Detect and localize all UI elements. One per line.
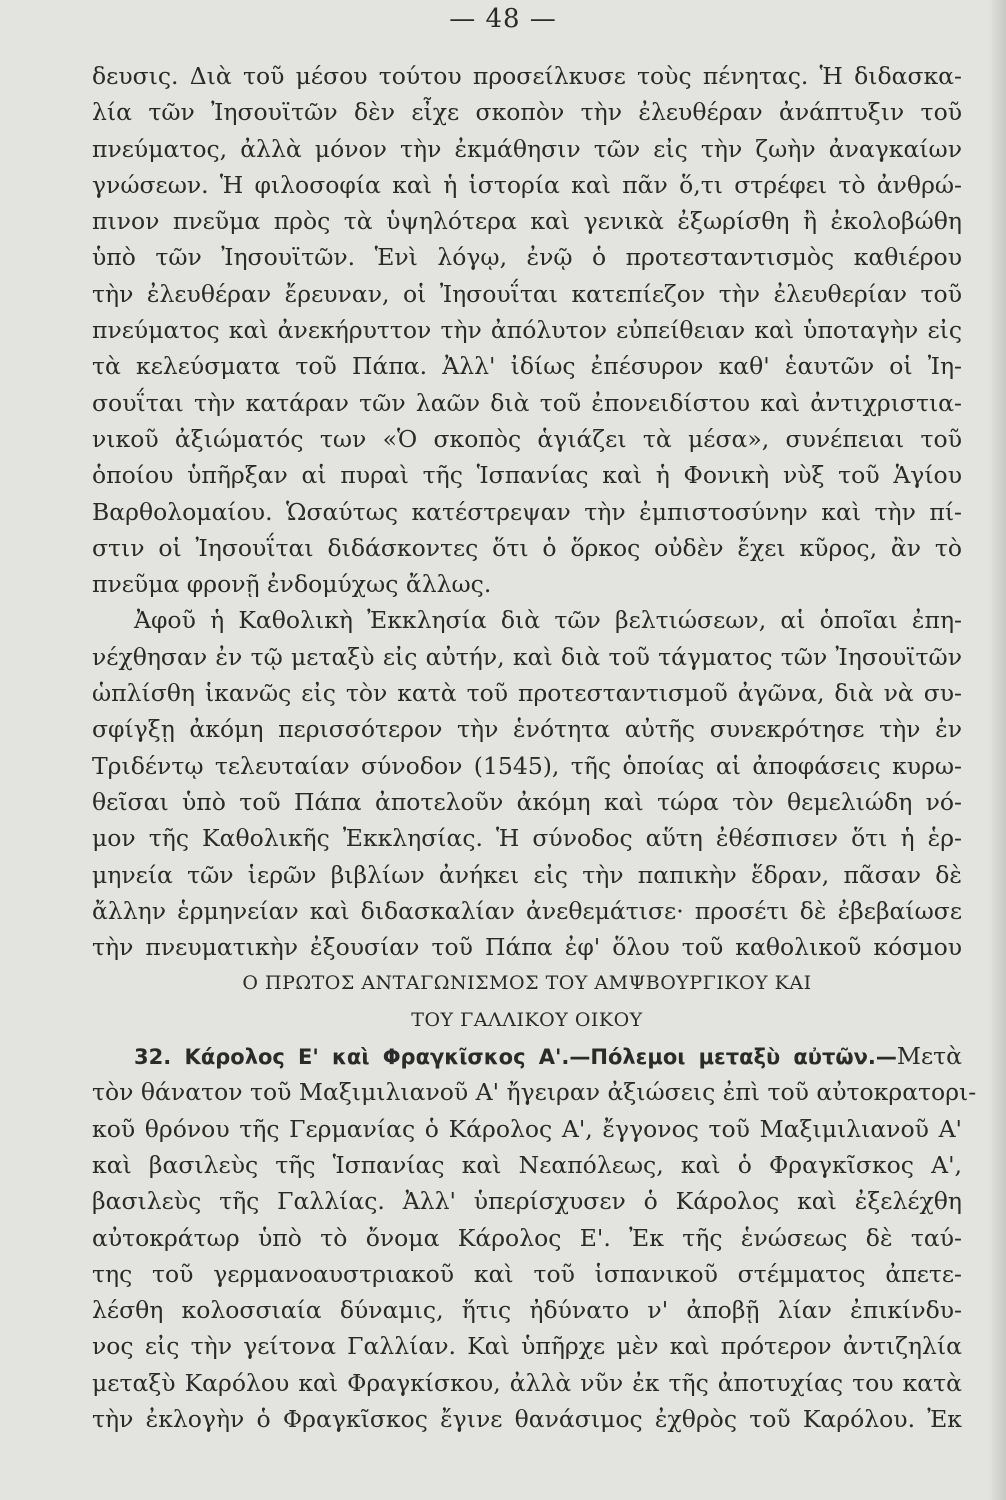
text-line: Βαρθολομαίου. Ὡσαύτως κατέστρεψαν τὴν ἐμπιστοσύνην καὶ τὴν πί- bbox=[92, 497, 962, 526]
text-line: στιν οἱ Ἰησουΐται διδάσκοντες ὅτι ὁ ὅρκος οὐδὲν ἔχει κῦρος, ἂν τὸ bbox=[92, 533, 962, 562]
text-line: τὸν θάνατον τοῦ Μαξιμιλιανοῦ Α' ἤγειραν ἀξιώσεις ἐπὶ τοῦ αὐτοκρατορι- bbox=[92, 1078, 977, 1107]
text-line: θεῖσαι ὑπὸ τοῦ Πάπα ἀποτελοῦν ἀκόμη καὶ τώρα τὸν θεμελιώδη νό- bbox=[92, 787, 962, 816]
section-heading bbox=[92, 965, 962, 1038]
text-line: μηνεία τῶν ἱερῶν βιβλίων ἀνήκει εἰς τὴν παπικὴν ἕδραν, πᾶσαν δὲ bbox=[92, 860, 962, 889]
text-line: τὰ κελεύσματα τοῦ Πάπα. Ἀλλ' ἰδίως ἐπέσυρον καθ' ἑαυτῶν οἱ Ἰη- bbox=[92, 352, 962, 381]
text-line: λία τῶν Ἰησουϊτῶν δὲν εἶχε σκοπὸν τὴν ἐλευθέραν ἀνάπτυξιν τοῦ bbox=[92, 98, 962, 127]
paragraph-jesuits bbox=[92, 58, 962, 602]
text-line: Τριδέντῳ τελευταίαν σύνοδον (1545), τῆς ὁποίας αἱ ἀποφάσεις κυρω- bbox=[92, 751, 962, 780]
text-line: πνεῦμα φρονῇ ἐνδομύχως ἄλλως. bbox=[92, 570, 492, 599]
text-line: τὴν ἐλευθέραν ἔρευναν, οἱ Ἰησουΐται κατεπίεζον τὴν ἐλευθερίαν τοῦ bbox=[92, 279, 962, 308]
text-line: της τοῦ γερμανοαυστριακοῦ καὶ τοῦ ἱσπανικοῦ στέμματος ἀπετε- bbox=[92, 1259, 962, 1288]
text-line: μον τῆς Καθολικῆς Ἐκκλησίας. Ἡ σύνοδος αὕτη ἐθέσπισεν ὅτι ἡ ἑρ- bbox=[92, 824, 962, 853]
section-title: Κάρολος Ε' καὶ Φραγκῖσκος Α'.—Πόλεμοι μεταξὺ αὐτῶν.— bbox=[184, 1045, 897, 1070]
text-line: πνεύματος καὶ ἀνεκήρυττον τὴν ἀπόλυτον εὐπείθειαν καὶ ὑποταγὴν εἰς bbox=[92, 316, 962, 345]
section-number: 32. bbox=[134, 1045, 172, 1070]
heading-line: ΤΟΥ ΓΑΛΛΙΚΟΥ ΟΙΚΟΥ bbox=[411, 1008, 643, 1031]
text-line: καὶ βασιλεὺς τῆς Ἱσπανίας καὶ Νεαπόλεως, καὶ ὁ Φραγκῖσκος Α', bbox=[92, 1150, 962, 1179]
text-line: Ἀφοῦ ἡ Καθολικὴ Ἐκκλησία διὰ τῶν βελτιώσεων, αἱ ὁποῖαι ἐπη- bbox=[134, 606, 962, 635]
text-line: αὐτοκράτωρ ὑπὸ τὸ ὄνομα Κάρολος Ε'. Ἐκ τῆς ἑνώσεως δὲ ταύ- bbox=[92, 1223, 962, 1252]
text-line: ἄλλην ἑρμηνείαν καὶ διδασκαλίαν ἀνεθεμάτισε· προσέτι δὲ ἐβεβαίωσε bbox=[92, 896, 962, 925]
text-line: λέσθη κολοσσιαία δύναμις, ἥτις ἠδύνατο ν' ἀποβῇ λίαν ἐπικίνδυ- bbox=[92, 1296, 962, 1325]
heading-line: Ο ΠΡΩΤΟΣ ΑΝΤΑΓΩΝΙΣΜΟΣ ΤΟΥ ΑΜΨΒΟΥΡΓΙΚΟΥ ΚΑΙ bbox=[242, 972, 812, 995]
text-line: ὁποίου ὑπῆρξαν αἱ πυραὶ τῆς Ἱσπανίας καὶ ἡ Φονικὴ νὺξ τοῦ Ἁγίου bbox=[92, 461, 962, 490]
text-line: μεταξὺ Καρόλου καὶ Φραγκίσκου, ἀλλὰ νῦν ἐκ τῆς ἀποτυχίας του κατὰ bbox=[92, 1368, 962, 1397]
text-line: πνεύματος, ἀλλὰ μόνον τὴν ἐκμάθησιν τῶν εἰς τὴν ζωὴν ἀναγκαίων bbox=[92, 134, 962, 163]
text-line: τὴν ἐκλογὴν ὁ Φραγκῖσκος ἔγινε θανάσιμος ἐχθρὸς τοῦ Καρόλου. Ἐκ bbox=[92, 1404, 962, 1433]
text-line: κοῦ θρόνου τῆς Γερμανίας ὁ Κάρολος Α', ἔγγονος τοῦ Μαξιμιλιανοῦ Α' bbox=[92, 1114, 962, 1143]
text-line: σουΐται τὴν κατάραν τῶν λαῶν διὰ τοῦ ἐπονειδίστου καὶ ἀντιχριστια- bbox=[92, 388, 962, 417]
text-line: δευσις. Διὰ τοῦ μέσου τούτου προσείλκυσε τοὺς πένητας. Ἡ διδασκα- bbox=[92, 62, 962, 90]
page-body bbox=[92, 58, 977, 1437]
paragraph-council-of-trent bbox=[92, 602, 962, 965]
text-line: νέχθησαν ἐν τῷ μεταξὺ εἰς αὐτήν, καὶ διὰ τοῦ τάγματος τῶν Ἰησουϊτῶν bbox=[92, 642, 962, 671]
text-line: νος εἰς τὴν γείτονα Γαλλίαν. Καὶ ὑπῆρχε μὲν καὶ πρότερον ἀντιζηλία bbox=[92, 1332, 962, 1361]
text-line: ὑπὸ τῶν Ἰησουϊτῶν. Ἑνὶ λόγῳ, ἐνῷ ὁ προτεσταντισμὸς καθιέρου bbox=[92, 243, 962, 272]
text-line: σφίγξῃ ἀκόμη περισσότερον τὴν ἑνότητα αὐτῆς συνεκρότησε τὴν ἐν bbox=[92, 715, 962, 744]
page-edge-shadow bbox=[988, 0, 1006, 1500]
section-32 bbox=[92, 1038, 977, 1437]
text-line: πινον πνεῦμα πρὸς τὰ ὑψηλότερα καὶ γενικὰ ἐξωρίσθη ἢ ἐκολοβώθη bbox=[92, 207, 962, 236]
section-first-line-rest: Μετὰ bbox=[896, 1042, 962, 1071]
text-line: βασιλεὺς τῆς Γαλλίας. Ἀλλ' ὑπερίσχυσεν ὁ Κάρολος καὶ ἐξελέχθη bbox=[92, 1187, 962, 1216]
page-number: — 48 — bbox=[449, 4, 557, 34]
text-line: τὴν πνευματικὴν ἐξουσίαν τοῦ Πάπα ἐφ' ὅλου τοῦ καθολικοῦ κόσμου bbox=[92, 933, 962, 962]
section-first-line bbox=[92, 1038, 962, 1074]
text-line: ὡπλίσθη ἱκανῶς εἰς τὸν κατὰ τοῦ προτεσταντισμοῦ ἀγῶνα, διὰ νὰ συ- bbox=[92, 679, 962, 708]
text-line: νικοῦ ἀξιώματός των «Ὁ σκοπὸς ἁγιάζει τὰ μέσα», συνέπειαι τοῦ bbox=[92, 424, 962, 453]
text-line: γνώσεων. Ἡ φιλοσοφία καὶ ἡ ἱστορία καὶ πᾶν ὅ,τι στρέφει τὸ ἀνθρώ- bbox=[92, 170, 962, 199]
